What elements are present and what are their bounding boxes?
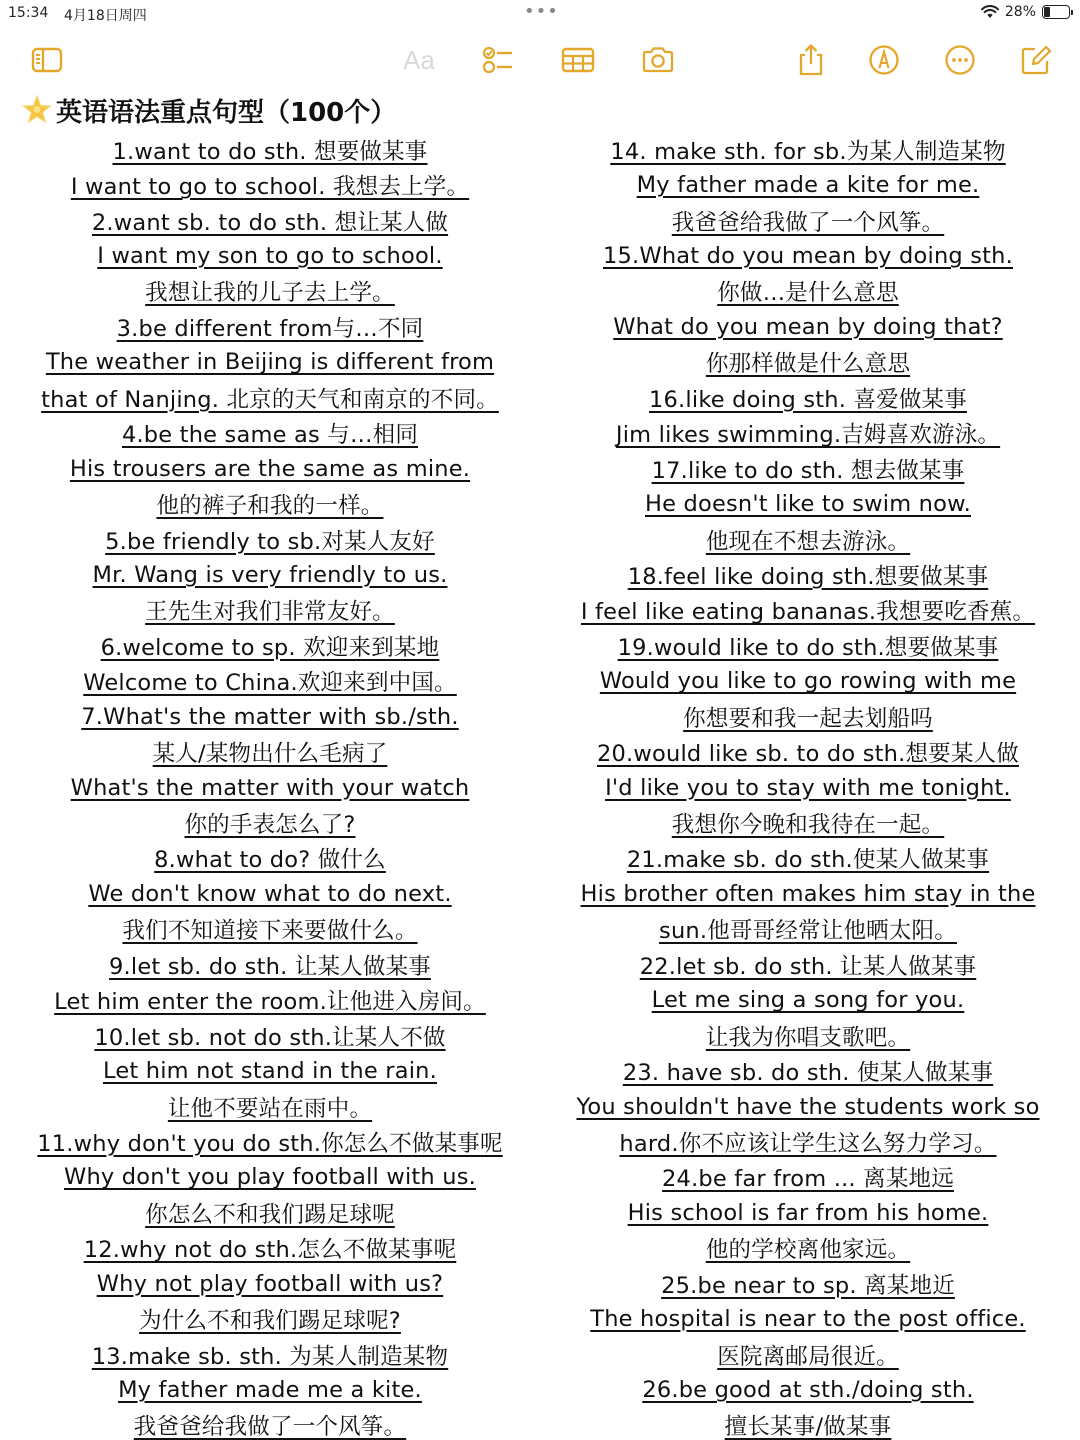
note-line[interactable]: [538, 557, 1078, 592]
note-line-text: 让我为你唱支歌吧。: [705, 1024, 911, 1051]
checklist-button[interactable]: [478, 40, 518, 80]
note-line-text: 某人/某物出什么毛病了: [152, 741, 388, 768]
note-line[interactable]: [0, 380, 540, 415]
note-line-text: 13.make sb. sth. 为某人制造某物: [91, 1343, 449, 1370]
note-line[interactable]: [0, 132, 540, 167]
note-line-text: His trousers are the same as mine.: [69, 455, 471, 482]
note-line[interactable]: [538, 1195, 1078, 1230]
note-line-text: 21.make sb. do sth.使某人做某事: [626, 847, 990, 874]
note-line[interactable]: [538, 734, 1078, 769]
table-button[interactable]: [558, 40, 598, 80]
markup-button[interactable]: [864, 40, 904, 80]
note-line-text: 16.like doing sth. 喜爱做某事: [649, 386, 967, 413]
note-line[interactable]: [0, 1372, 540, 1407]
note-line[interactable]: [538, 628, 1078, 663]
format-button[interactable]: [399, 40, 439, 80]
note-line[interactable]: [0, 557, 540, 592]
note-line-text: What's the matter with your watch: [70, 774, 470, 801]
note-line-text: 让他不要站在雨中。: [167, 1095, 373, 1122]
note-line[interactable]: [0, 664, 540, 699]
note-line[interactable]: [0, 841, 540, 876]
multitasking-dots[interactable]: •••: [524, 1, 559, 22]
note-line-text: 我想让我的儿子去上学。: [145, 280, 395, 307]
note-line[interactable]: [0, 805, 540, 840]
note-line[interactable]: [0, 1089, 540, 1124]
note-line[interactable]: [0, 1408, 540, 1440]
camera-icon: [641, 43, 675, 77]
note-line-text: 24.be far from ... 离某地远: [662, 1166, 954, 1193]
note-line-text: 3.be different from与…不同: [116, 315, 424, 342]
note-line-text: 他现在不想去游泳。: [705, 528, 911, 555]
note-line[interactable]: [538, 876, 1078, 911]
note-line-text: 8.what to do? 做什么: [154, 847, 386, 874]
wifi-icon: [981, 5, 999, 19]
note-line-text: Let me sing a song for you.: [651, 987, 965, 1014]
note-line[interactable]: [538, 486, 1078, 521]
note-line[interactable]: [0, 1337, 540, 1372]
note-line[interactable]: [538, 1408, 1078, 1440]
note-line[interactable]: [0, 1231, 540, 1266]
note-line-text: that of Nanjing. 北京的天气和南京的不同。: [41, 386, 499, 413]
glowing-star-icon: [22, 95, 52, 125]
note-line[interactable]: [538, 1266, 1078, 1301]
note-line-text: My father made a kite for me.: [636, 172, 980, 199]
note-line-text: 18.feel like doing sth.想要做某事: [627, 563, 989, 590]
note-line[interactable]: [0, 345, 540, 380]
note-line[interactable]: [0, 593, 540, 628]
note-line[interactable]: [538, 451, 1078, 486]
note-line-text: His school is far from his home.: [627, 1199, 989, 1226]
note-line-text: 医院离邮局很近。: [717, 1343, 899, 1370]
note-line[interactable]: [0, 699, 540, 734]
note-line[interactable]: [538, 593, 1078, 628]
note-line[interactable]: [538, 380, 1078, 415]
note-line-text: My father made me a kite.: [118, 1377, 422, 1404]
note-line[interactable]: [538, 1053, 1078, 1088]
note-line-text: 2.want sb. to do sth. 想让某人做: [91, 209, 449, 236]
note-line[interactable]: [0, 1195, 540, 1230]
note-line-text: 11.why don't you do sth.你怎么不做某事呢: [37, 1130, 503, 1157]
note-line-text: The hospital is near to the post office.: [590, 1306, 1026, 1333]
note-line-text: Why not play football with us?: [96, 1270, 444, 1297]
note-line[interactable]: [538, 1231, 1078, 1266]
status-date: 4月18日周四: [64, 8, 147, 24]
note-title-text: 英语语法重点句型（100个）: [56, 97, 397, 128]
note-line-text: 12.why not do sth.怎么不做某事呢: [83, 1237, 457, 1264]
note-line[interactable]: [538, 1301, 1078, 1336]
note-line[interactable]: [538, 416, 1078, 451]
note-line[interactable]: [0, 628, 540, 663]
note-line[interactable]: [538, 132, 1078, 167]
note-line[interactable]: [538, 522, 1078, 557]
note-line[interactable]: [0, 770, 540, 805]
note-line-text: I want my son to go to school.: [97, 243, 443, 270]
note-line-text: Why don't you play football with us.: [64, 1164, 476, 1191]
note-line-text: Mr. Wang is very friendly to us.: [92, 561, 448, 588]
note-line-text: 擅长某事/做某事: [724, 1414, 892, 1440]
compose-icon: [1019, 43, 1053, 77]
note-line-text: 14. make sth. for sb.为某人制造某物: [610, 138, 1006, 165]
note-line[interactable]: [0, 947, 540, 982]
note-line-text: His brother often makes him stay in the: [580, 880, 1036, 907]
note-line[interactable]: [0, 912, 540, 947]
note-line-text: 19.would like to do sth.想要做某事: [617, 634, 999, 661]
note-line-text: 4.be the same as 与…相同: [121, 422, 419, 449]
note-line-text: 我想你今晚和我待在一起。: [671, 812, 945, 839]
note-line[interactable]: [0, 522, 540, 557]
note-line[interactable]: [0, 309, 540, 344]
note-line[interactable]: [0, 274, 540, 309]
note-line-text: 10.let sb. not do sth.让某人不做: [94, 1024, 446, 1051]
note-line-text: Let him enter the room.让他进入房间。: [54, 989, 486, 1016]
note-line[interactable]: [538, 1372, 1078, 1407]
note-line-text: 你怎么不和我们踢足球呢: [145, 1201, 395, 1228]
note-line[interactable]: [538, 947, 1078, 982]
note-line-text: You shouldn't have the students work so: [576, 1093, 1040, 1120]
note-line[interactable]: [0, 876, 540, 911]
note-line[interactable]: [538, 1018, 1078, 1053]
note-line-text: I feel like eating bananas.我想要吃香蕉。: [580, 599, 1036, 626]
status-time: 15:34: [8, 5, 49, 21]
status-indicators: [981, 4, 1070, 20]
note-line-text: 他的裤子和我的一样。: [156, 493, 384, 520]
note-line-text: 23. have sb. do sth. 使某人做某事: [622, 1060, 994, 1087]
note-line[interactable]: [538, 167, 1078, 202]
note-line[interactable]: [0, 734, 540, 769]
note-column-left[interactable]: [0, 132, 540, 1440]
status-bar: [0, 0, 1080, 28]
note-line-text: 你想要和我一起去划船吗: [683, 705, 933, 732]
note-line-text: 7.What's the matter with sb./sth.: [81, 703, 459, 730]
note-line-text: 我爸爸给我做了一个风筝。: [671, 209, 945, 236]
note-line[interactable]: [538, 912, 1078, 947]
note-line[interactable]: [538, 983, 1078, 1018]
note-line-text: 我们不知道接下来要做什么。: [122, 918, 418, 945]
note-line[interactable]: [538, 309, 1078, 344]
note-line[interactable]: [0, 1053, 540, 1088]
sidebar-toggle-button[interactable]: [27, 40, 67, 80]
share-button[interactable]: [791, 40, 831, 80]
note-line-text: Would you like to go rowing with me: [599, 668, 1017, 695]
more-button[interactable]: [940, 40, 980, 80]
notes-toolbar: [0, 40, 1080, 82]
note-line[interactable]: [538, 805, 1078, 840]
note-line-text: He doesn't like to swim now.: [645, 491, 971, 518]
note-line-text: 你做…是什么意思: [717, 280, 899, 307]
battery-icon: [1042, 5, 1070, 19]
note-line-text: I want to go to school. 我想去上学。: [70, 174, 470, 201]
note-line-text: 王先生对我们非常友好。: [145, 599, 395, 626]
note-line-text: 20.would like sb. to do sth.想要某人做: [597, 741, 1019, 768]
note-line-text: 我爸爸给我做了一个风筝。: [133, 1414, 407, 1440]
note-line[interactable]: [0, 203, 540, 238]
note-line[interactable]: [0, 1301, 540, 1336]
note-line[interactable]: [538, 699, 1078, 734]
note-line-text: hard.你不应该让学生这么努力学习。: [619, 1130, 997, 1157]
note-line-text: 你的手表怎么了?: [184, 812, 356, 839]
note-line[interactable]: [538, 238, 1078, 273]
note-line-text: sun.他哥哥经常让他晒太阳。: [659, 918, 957, 945]
note-line[interactable]: [0, 983, 540, 1018]
note-line-text: We don't know what to do next.: [88, 880, 452, 907]
camera-button[interactable]: [638, 40, 678, 80]
note-column-right[interactable]: [538, 132, 1078, 1440]
checklist-icon: [481, 43, 515, 77]
note-line[interactable]: [538, 770, 1078, 805]
note-line-text: 1.want to do sth. 想要做某事: [112, 138, 428, 165]
note-line[interactable]: [0, 451, 540, 486]
note-line-text: 你那样做是什么意思: [705, 351, 911, 378]
battery-fill: [1044, 7, 1050, 17]
note-line-text: 5.be friendly to sb.对某人友好: [105, 528, 435, 555]
note-line[interactable]: [538, 1124, 1078, 1159]
battery-cap: [1071, 10, 1073, 15]
note-line-text: 22.let sb. do sth. 让某人做某事: [639, 953, 977, 980]
share-icon: [794, 43, 828, 77]
note-line-text: I'd like you to stay with me tonight.: [605, 774, 1011, 801]
battery-percent: 28%: [1004, 4, 1036, 20]
note-line-text: 为什么不和我们踢足球呢?: [139, 1308, 401, 1335]
note-line[interactable]: [538, 664, 1078, 699]
note-line-text: Welcome to China.欢迎来到中国。: [83, 670, 457, 697]
note-line-text: Jim likes swimming.吉姆喜欢游泳。: [615, 422, 1001, 449]
note-line-text: 25.be near to sp. 离某地近: [661, 1272, 955, 1299]
note-line[interactable]: [538, 1089, 1078, 1124]
note-line-text: The weather in Beijing is different from: [45, 349, 495, 376]
note-line-text: 6.welcome to sp. 欢迎来到某地: [100, 634, 440, 661]
note-line[interactable]: [0, 1160, 540, 1195]
note-line-text: 他的学校离他家远。: [705, 1237, 911, 1264]
table-icon: [561, 43, 595, 77]
note-title[interactable]: [22, 92, 396, 128]
note-line-text: 15.What do you mean by doing sth.: [602, 243, 1013, 270]
note-line-text: 26.be good at sth./doing sth.: [642, 1377, 974, 1404]
compose-button[interactable]: [1016, 40, 1056, 80]
note-line[interactable]: [538, 841, 1078, 876]
format-label: Aa: [403, 44, 435, 75]
note-line[interactable]: [0, 416, 540, 451]
note-line[interactable]: [0, 1018, 540, 1053]
note-line[interactable]: [538, 345, 1078, 380]
note-line-text: 9.let sb. do sth. 让某人做某事: [109, 953, 431, 980]
note-line[interactable]: [0, 238, 540, 273]
note-line[interactable]: [0, 1266, 540, 1301]
note-line[interactable]: [538, 274, 1078, 309]
note-line[interactable]: [538, 1160, 1078, 1195]
note-line-text: Let him not stand in the rain.: [102, 1058, 437, 1085]
note-line[interactable]: [0, 167, 540, 202]
markup-icon: [867, 43, 901, 77]
note-line[interactable]: [0, 486, 540, 521]
note-line-text: 17.like to do sth. 想去做某事: [651, 457, 965, 484]
more-icon: [943, 43, 977, 77]
sidebar-icon: [30, 43, 64, 77]
note-line[interactable]: [0, 1124, 540, 1159]
note-line[interactable]: [538, 203, 1078, 238]
note-line[interactable]: [538, 1337, 1078, 1372]
note-line-text: What do you mean by doing that?: [613, 313, 1003, 340]
